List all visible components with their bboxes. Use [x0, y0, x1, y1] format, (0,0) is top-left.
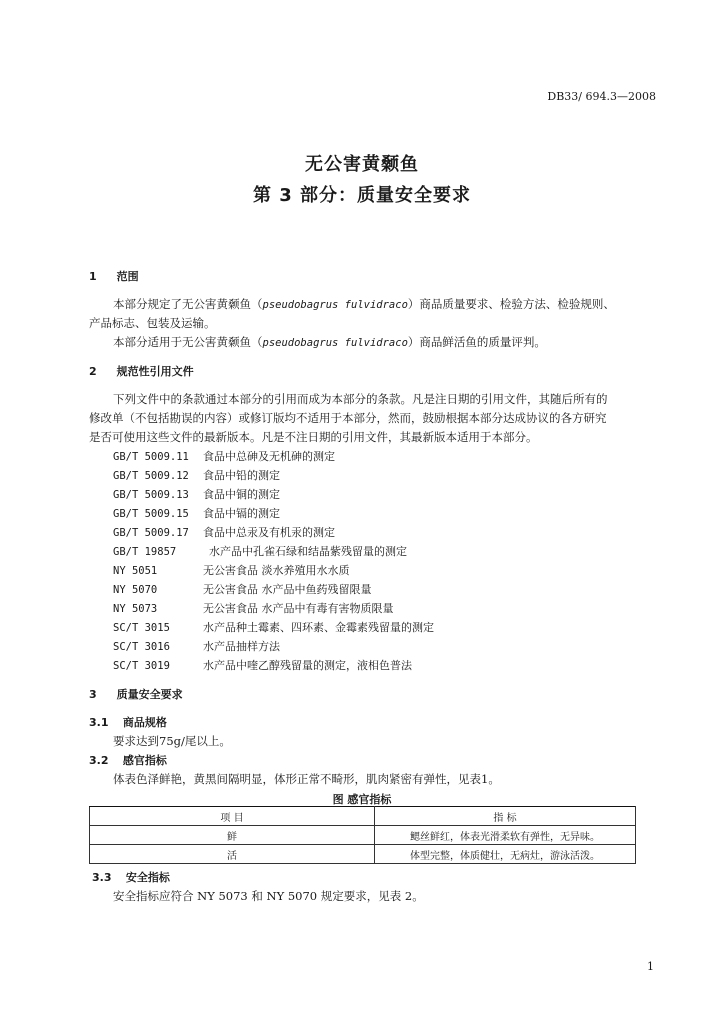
ref-code: SC/T 3015 [113, 622, 170, 634]
text: 本部分规定了无公害黄颡鱼（ [113, 297, 263, 311]
ref-title: 食品中镉的测定 [203, 507, 280, 520]
ref-code: GB/T 5009.17 [113, 527, 189, 539]
section-2-intro-line3: 是否可使用这些文件的最新版本。凡是不注日期的引用文件，其最新版本适用于本部分。 [89, 430, 538, 444]
ref-title: 水产品中喹乙醇残留量的测定，液相色普法 [203, 659, 412, 672]
subsection-title: 安全指标 [125, 871, 170, 884]
section-3-heading [89, 686, 183, 702]
reference-item [113, 543, 407, 559]
table-row [90, 845, 636, 864]
section-1-para1-line1 [113, 296, 615, 312]
section-1-heading [89, 268, 139, 284]
latin-name: pseudobagrus fulvidraco [262, 337, 408, 349]
table-row [90, 826, 636, 845]
column-header-indicator: 指 标 [375, 807, 636, 826]
subsection-title: 感官指标 [122, 754, 167, 767]
reference-item [113, 657, 412, 673]
ref-title: 水产品中孔雀石绿和结晶紫残留量的测定 [209, 545, 407, 558]
section-number: 1 [89, 270, 97, 283]
ref-title: 食品中铜的测定 [203, 488, 280, 501]
section-1-para2 [113, 334, 546, 350]
subsection-3-1-text: 要求达到75g/尾以上。 [113, 734, 231, 748]
latin-name: pseudobagrus fulvidraco [262, 299, 408, 311]
section-title: 质量安全要求 [116, 688, 183, 701]
table-cell-indicator: 体型完整，体质健壮，无病灶，游泳活泼。 [375, 845, 636, 864]
ref-title: 食品中铅的测定 [203, 469, 280, 482]
reference-item [113, 448, 335, 464]
ref-title: 食品中总汞及有机汞的测定 [203, 526, 335, 539]
text: ）商品鲜活鱼的质量评判。 [407, 335, 546, 349]
text: ）商品质量要求、检验方法、检验规则、 [407, 297, 615, 311]
ref-title: 食品中总砷及无机砷的测定 [203, 450, 335, 463]
ref-code: GB/T 5009.15 [113, 508, 189, 520]
ref-code: SC/T 3019 [113, 660, 170, 672]
column-header-item: 项 目 [90, 807, 375, 826]
ref-title: 水产品种土霉素、四环素、金霉素残留量的测定 [203, 621, 434, 634]
reference-item [113, 467, 280, 483]
reference-item [113, 505, 280, 521]
section-2-intro-line1: 下列文件中的条款通过本部分的引用而成为本部分的条款。凡是注日期的引用文件，其随后所有的 [113, 392, 608, 406]
title-main: 无公害黄颡鱼 [305, 154, 419, 175]
page-number: 1 [647, 960, 654, 973]
subsection-3-3-text: 安全指标应符合 NY 5073 和 NY 5070 规定要求，见表 2。 [113, 889, 424, 903]
text: 本部分适用于无公害黄颡鱼（ [113, 335, 263, 349]
section-title: 规范性引用文件 [116, 365, 194, 378]
subsection-3-3-heading [92, 869, 170, 885]
subsection-number: 3.1 [89, 716, 109, 729]
reference-item [113, 619, 434, 635]
reference-item [113, 600, 394, 616]
section-2-intro-line2: 修改单（不包括勘误的内容）或修订版均不适用于本部分，然而，鼓励根据本部分达成协议的各方研究 [89, 411, 607, 425]
ref-title: 水产品抽样方法 [203, 640, 280, 653]
table-cell-item: 鲜 [90, 826, 375, 845]
subsection-number: 3.3 [92, 871, 112, 884]
reference-item [113, 562, 350, 578]
subsection-3-2-text: 体表色泽鲜艳，黄黑间隔明显，体形正常不畸形，肌肉紧密有弹性，见表1。 [113, 772, 500, 786]
ref-title: 无公害食品 水产品中鱼药残留限量 [203, 583, 372, 596]
ref-code: NY 5051 [113, 565, 158, 577]
ref-code: NY 5070 [113, 584, 158, 596]
section-2-heading [89, 363, 194, 379]
section-number: 3 [89, 688, 97, 701]
table-cell-indicator: 鳃丝鲜红，体表光滑柔软有弹性，无异味。 [375, 826, 636, 845]
sensory-table [89, 806, 636, 864]
ref-title: 无公害食品 淡水养殖用水水质 [203, 564, 350, 577]
section-title: 范围 [116, 270, 139, 283]
reference-item [113, 638, 280, 654]
table-caption: 图 感官指标 [332, 793, 392, 806]
ref-code: GB/T 19857 [113, 546, 177, 558]
section-number: 2 [89, 365, 97, 378]
ref-code: SC/T 3016 [113, 641, 170, 653]
ref-code: GB/T 5009.12 [113, 470, 189, 482]
subsection-3-2-heading [89, 752, 167, 768]
section-1-para1-line2: 产品标志、包装及运输。 [89, 316, 216, 330]
ref-title: 无公害食品 水产品中有毒有害物质限量 [203, 602, 394, 615]
ref-code: GB/T 5009.13 [113, 489, 189, 501]
document-number: DB33/ 694.3—2008 [547, 90, 656, 103]
subsection-3-1-heading [89, 714, 167, 730]
title-part: 第 3 部分：质量安全要求 [252, 185, 472, 206]
table-cell-item: 活 [90, 845, 375, 864]
reference-item [113, 581, 372, 597]
subsection-number: 3.2 [89, 754, 109, 767]
ref-code: NY 5073 [113, 603, 158, 615]
reference-item [113, 524, 335, 540]
ref-code: GB/T 5009.11 [113, 451, 189, 463]
table-header-row [90, 807, 636, 826]
reference-item [113, 486, 280, 502]
subsection-title: 商品规格 [122, 716, 167, 729]
